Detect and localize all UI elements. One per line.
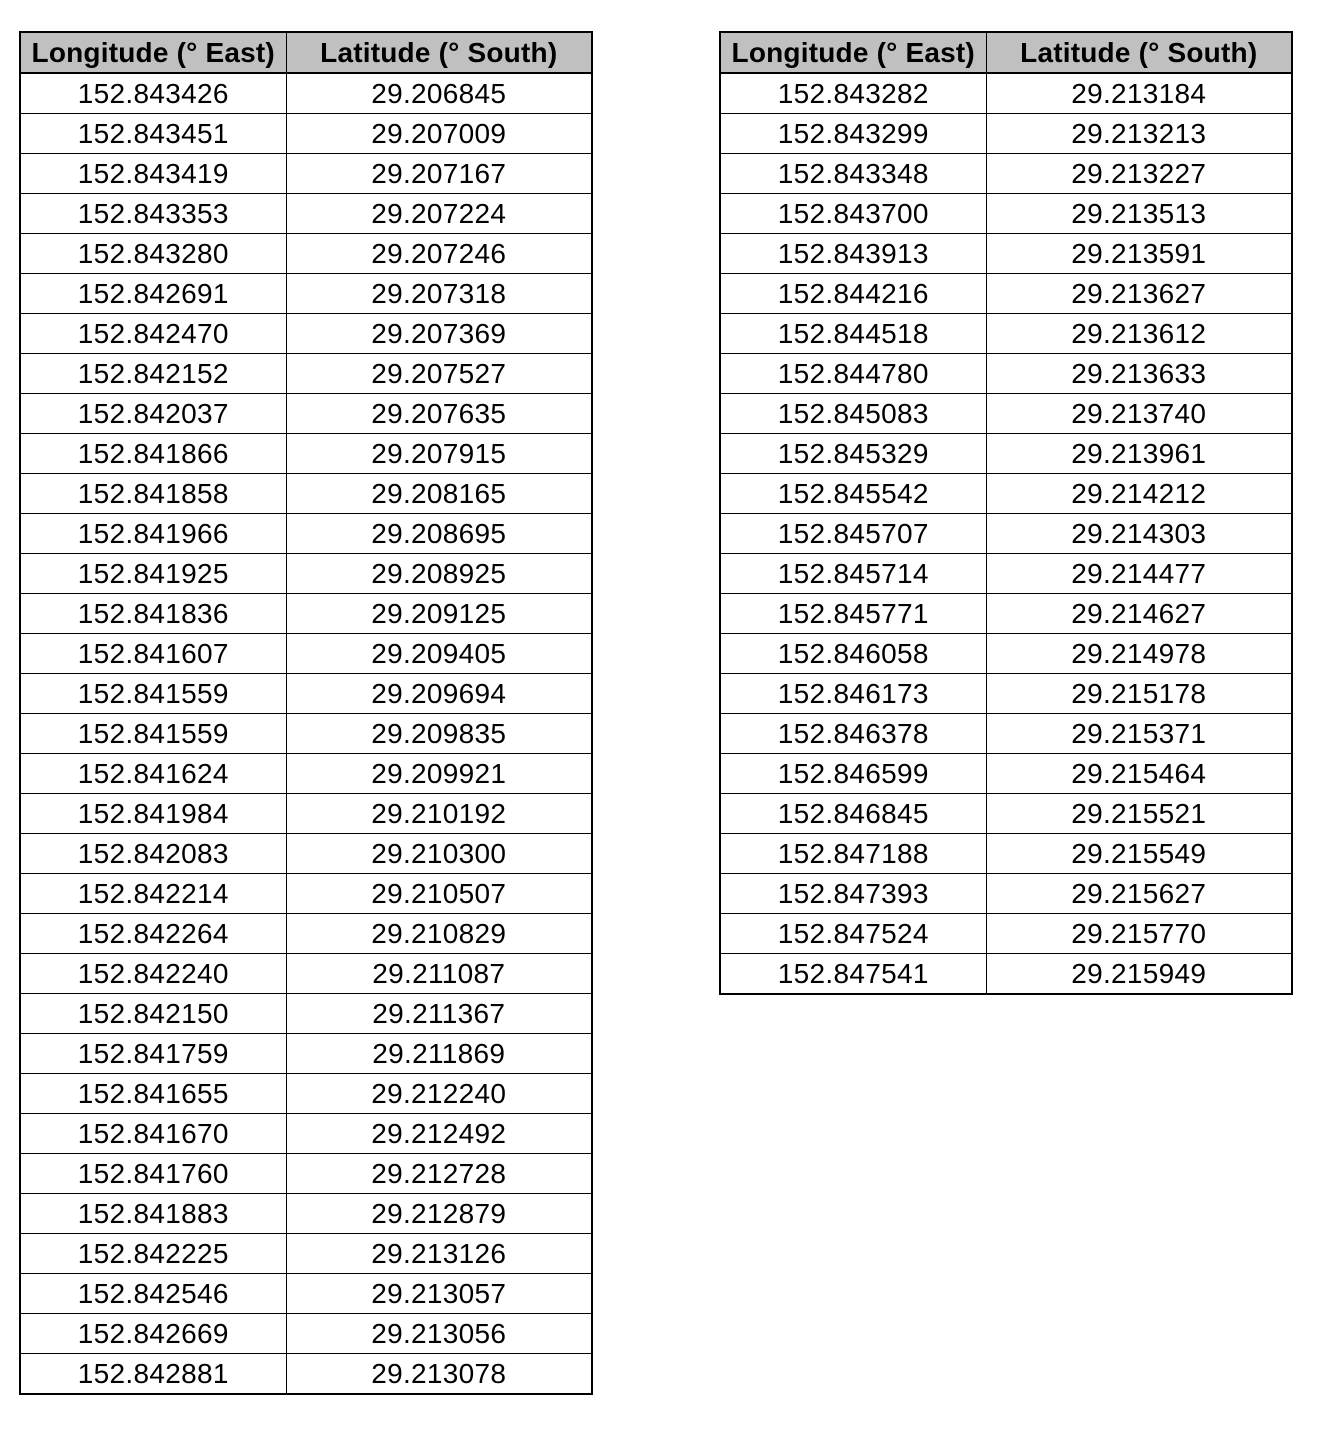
table-row <box>20 354 592 394</box>
longitude-cell: 152.842669 <box>20 1314 286 1354</box>
latitude-cell: 29.207167 <box>286 154 592 194</box>
longitude-cell: 152.842152 <box>20 354 286 394</box>
longitude-cell: 152.842546 <box>20 1274 286 1314</box>
latitude-cell: 29.213633 <box>986 354 1292 394</box>
table-row <box>720 914 1292 954</box>
latitude-cell: 29.207009 <box>286 114 592 154</box>
longitude-cell: 152.841866 <box>20 434 286 474</box>
longitude-cell: 152.846378 <box>720 714 986 754</box>
latitude-cell: 29.206845 <box>286 73 592 114</box>
latitude-header: Latitude (° South) <box>986 32 1292 73</box>
latitude-cell: 29.211869 <box>286 1034 592 1074</box>
latitude-cell: 29.212492 <box>286 1114 592 1154</box>
latitude-cell: 29.208925 <box>286 554 592 594</box>
table-row <box>20 594 592 634</box>
longitude-cell: 152.847393 <box>720 874 986 914</box>
longitude-cell: 152.842225 <box>20 1234 286 1274</box>
latitude-cell: 29.213961 <box>986 434 1292 474</box>
latitude-cell: 29.213591 <box>986 234 1292 274</box>
latitude-cell: 29.214212 <box>986 474 1292 514</box>
table-row <box>20 954 592 994</box>
longitude-cell: 152.841559 <box>20 714 286 754</box>
latitude-cell: 29.207369 <box>286 314 592 354</box>
table-row <box>720 274 1292 314</box>
table-row <box>720 434 1292 474</box>
table-row <box>720 874 1292 914</box>
longitude-cell: 152.843299 <box>720 114 986 154</box>
longitude-cell: 152.843913 <box>720 234 986 274</box>
table-row <box>20 434 592 474</box>
longitude-cell: 152.842037 <box>20 394 286 434</box>
longitude-cell: 152.843451 <box>20 114 286 154</box>
latitude-cell: 29.213627 <box>986 274 1292 314</box>
latitude-cell: 29.207527 <box>286 354 592 394</box>
table-row <box>720 234 1292 274</box>
latitude-cell: 29.213078 <box>286 1354 592 1395</box>
latitude-cell: 29.207224 <box>286 194 592 234</box>
table-row <box>20 874 592 914</box>
latitude-cell: 29.213612 <box>986 314 1292 354</box>
latitude-cell: 29.215770 <box>986 914 1292 954</box>
longitude-cell: 152.844216 <box>720 274 986 314</box>
longitude-cell: 152.843280 <box>20 234 286 274</box>
longitude-cell: 152.845707 <box>720 514 986 554</box>
table-row <box>720 474 1292 514</box>
latitude-cell: 29.210829 <box>286 914 592 954</box>
longitude-header: Longitude (° East) <box>720 32 986 73</box>
latitude-cell: 29.214303 <box>986 514 1292 554</box>
longitude-cell: 152.845542 <box>720 474 986 514</box>
longitude-cell: 152.841883 <box>20 1194 286 1234</box>
longitude-cell: 152.841624 <box>20 754 286 794</box>
table-row <box>20 554 592 594</box>
table-row <box>20 1074 592 1114</box>
longitude-cell: 152.843348 <box>720 154 986 194</box>
table-row <box>20 714 592 754</box>
table-row <box>720 594 1292 634</box>
latitude-cell: 29.209835 <box>286 714 592 754</box>
table-row <box>720 554 1292 594</box>
longitude-cell: 152.846599 <box>720 754 986 794</box>
latitude-cell: 29.209405 <box>286 634 592 674</box>
coordinate-table-right <box>719 31 1293 995</box>
latitude-cell: 29.213227 <box>986 154 1292 194</box>
table-body <box>20 73 592 1394</box>
latitude-cell: 29.213184 <box>986 73 1292 114</box>
longitude-cell: 152.844518 <box>720 314 986 354</box>
table-row <box>20 1034 592 1074</box>
table-row <box>20 794 592 834</box>
longitude-cell: 152.842214 <box>20 874 286 914</box>
table-row <box>720 754 1292 794</box>
latitude-cell: 29.210192 <box>286 794 592 834</box>
longitude-cell: 152.843419 <box>20 154 286 194</box>
latitude-cell: 29.210507 <box>286 874 592 914</box>
table-body <box>720 73 1292 994</box>
longitude-header: Longitude (° East) <box>20 32 286 73</box>
longitude-cell: 152.845329 <box>720 434 986 474</box>
table-header-row <box>20 32 592 73</box>
table-row <box>20 1154 592 1194</box>
longitude-cell: 152.846845 <box>720 794 986 834</box>
table-row <box>20 834 592 874</box>
coordinate-table-left <box>19 31 593 1395</box>
table-row <box>20 514 592 554</box>
table-header-row <box>720 32 1292 73</box>
latitude-cell: 29.215627 <box>986 874 1292 914</box>
table-row <box>20 1314 592 1354</box>
table-row <box>20 674 592 714</box>
table-row <box>20 314 592 354</box>
latitude-cell: 29.209921 <box>286 754 592 794</box>
longitude-cell: 152.841559 <box>20 674 286 714</box>
longitude-cell: 152.846058 <box>720 634 986 674</box>
longitude-cell: 152.842691 <box>20 274 286 314</box>
latitude-cell: 29.212879 <box>286 1194 592 1234</box>
table-row <box>20 274 592 314</box>
latitude-cell: 29.212728 <box>286 1154 592 1194</box>
table-row <box>720 674 1292 714</box>
longitude-cell: 152.843700 <box>720 194 986 234</box>
latitude-cell: 29.208165 <box>286 474 592 514</box>
longitude-cell: 152.841670 <box>20 1114 286 1154</box>
latitude-cell: 29.207635 <box>286 394 592 434</box>
table-row <box>20 394 592 434</box>
latitude-cell: 29.207246 <box>286 234 592 274</box>
longitude-cell: 152.843282 <box>720 73 986 114</box>
latitude-cell: 29.215464 <box>986 754 1292 794</box>
longitude-cell: 152.842150 <box>20 994 286 1034</box>
table-row <box>20 1194 592 1234</box>
latitude-cell: 29.214627 <box>986 594 1292 634</box>
latitude-cell: 29.214477 <box>986 554 1292 594</box>
longitude-cell: 152.845714 <box>720 554 986 594</box>
latitude-cell: 29.207915 <box>286 434 592 474</box>
longitude-cell: 152.845771 <box>720 594 986 634</box>
latitude-cell: 29.209694 <box>286 674 592 714</box>
latitude-cell: 29.211087 <box>286 954 592 994</box>
latitude-cell: 29.210300 <box>286 834 592 874</box>
table-row <box>20 1234 592 1274</box>
longitude-cell: 152.842240 <box>20 954 286 994</box>
longitude-cell: 152.845083 <box>720 394 986 434</box>
latitude-cell: 29.207318 <box>286 274 592 314</box>
longitude-cell: 152.841607 <box>20 634 286 674</box>
longitude-cell: 152.847188 <box>720 834 986 874</box>
latitude-cell: 29.213213 <box>986 114 1292 154</box>
table-row <box>720 794 1292 834</box>
table-row <box>20 1274 592 1314</box>
table-row <box>20 154 592 194</box>
table-row <box>720 314 1292 354</box>
latitude-cell: 29.215178 <box>986 674 1292 714</box>
longitude-cell: 152.841836 <box>20 594 286 634</box>
latitude-cell: 29.215949 <box>986 954 1292 995</box>
longitude-cell: 152.841925 <box>20 554 286 594</box>
latitude-cell: 29.208695 <box>286 514 592 554</box>
longitude-cell: 152.847524 <box>720 914 986 954</box>
longitude-cell: 152.841759 <box>20 1034 286 1074</box>
longitude-cell: 152.842083 <box>20 834 286 874</box>
table-row <box>720 954 1292 995</box>
latitude-cell: 29.215521 <box>986 794 1292 834</box>
table-row <box>720 634 1292 674</box>
table-row <box>20 1114 592 1154</box>
latitude-cell: 29.213513 <box>986 194 1292 234</box>
table-row <box>20 1354 592 1395</box>
table-row <box>720 194 1292 234</box>
longitude-cell: 152.841760 <box>20 1154 286 1194</box>
latitude-cell: 29.209125 <box>286 594 592 634</box>
longitude-cell: 152.846173 <box>720 674 986 714</box>
table-row <box>720 154 1292 194</box>
table-row <box>20 994 592 1034</box>
table-row <box>720 114 1292 154</box>
latitude-cell: 29.213126 <box>286 1234 592 1274</box>
longitude-cell: 152.841858 <box>20 474 286 514</box>
latitude-header: Latitude (° South) <box>286 32 592 73</box>
latitude-cell: 29.215549 <box>986 834 1292 874</box>
table-row <box>720 394 1292 434</box>
longitude-cell: 152.843353 <box>20 194 286 234</box>
latitude-cell: 29.213740 <box>986 394 1292 434</box>
longitude-cell: 152.841966 <box>20 514 286 554</box>
longitude-cell: 152.844780 <box>720 354 986 394</box>
latitude-cell: 29.214978 <box>986 634 1292 674</box>
latitude-cell: 29.213056 <box>286 1314 592 1354</box>
table-row <box>20 194 592 234</box>
longitude-cell: 152.842881 <box>20 1354 286 1395</box>
longitude-cell: 152.841984 <box>20 794 286 834</box>
table-row <box>720 834 1292 874</box>
table-row <box>20 234 592 274</box>
table-row <box>20 474 592 514</box>
latitude-cell: 29.212240 <box>286 1074 592 1114</box>
longitude-cell: 152.843426 <box>20 73 286 114</box>
longitude-cell: 152.842264 <box>20 914 286 954</box>
table-row <box>720 714 1292 754</box>
table-row <box>720 514 1292 554</box>
latitude-cell: 29.213057 <box>286 1274 592 1314</box>
latitude-cell: 29.215371 <box>986 714 1292 754</box>
longitude-cell: 152.847541 <box>720 954 986 995</box>
table-row <box>20 754 592 794</box>
table-row <box>20 634 592 674</box>
latitude-cell: 29.211367 <box>286 994 592 1034</box>
table-row <box>20 73 592 114</box>
table-row <box>20 114 592 154</box>
table-row <box>20 914 592 954</box>
longitude-cell: 152.842470 <box>20 314 286 354</box>
table-row <box>720 354 1292 394</box>
table-row <box>720 73 1292 114</box>
longitude-cell: 152.841655 <box>20 1074 286 1114</box>
